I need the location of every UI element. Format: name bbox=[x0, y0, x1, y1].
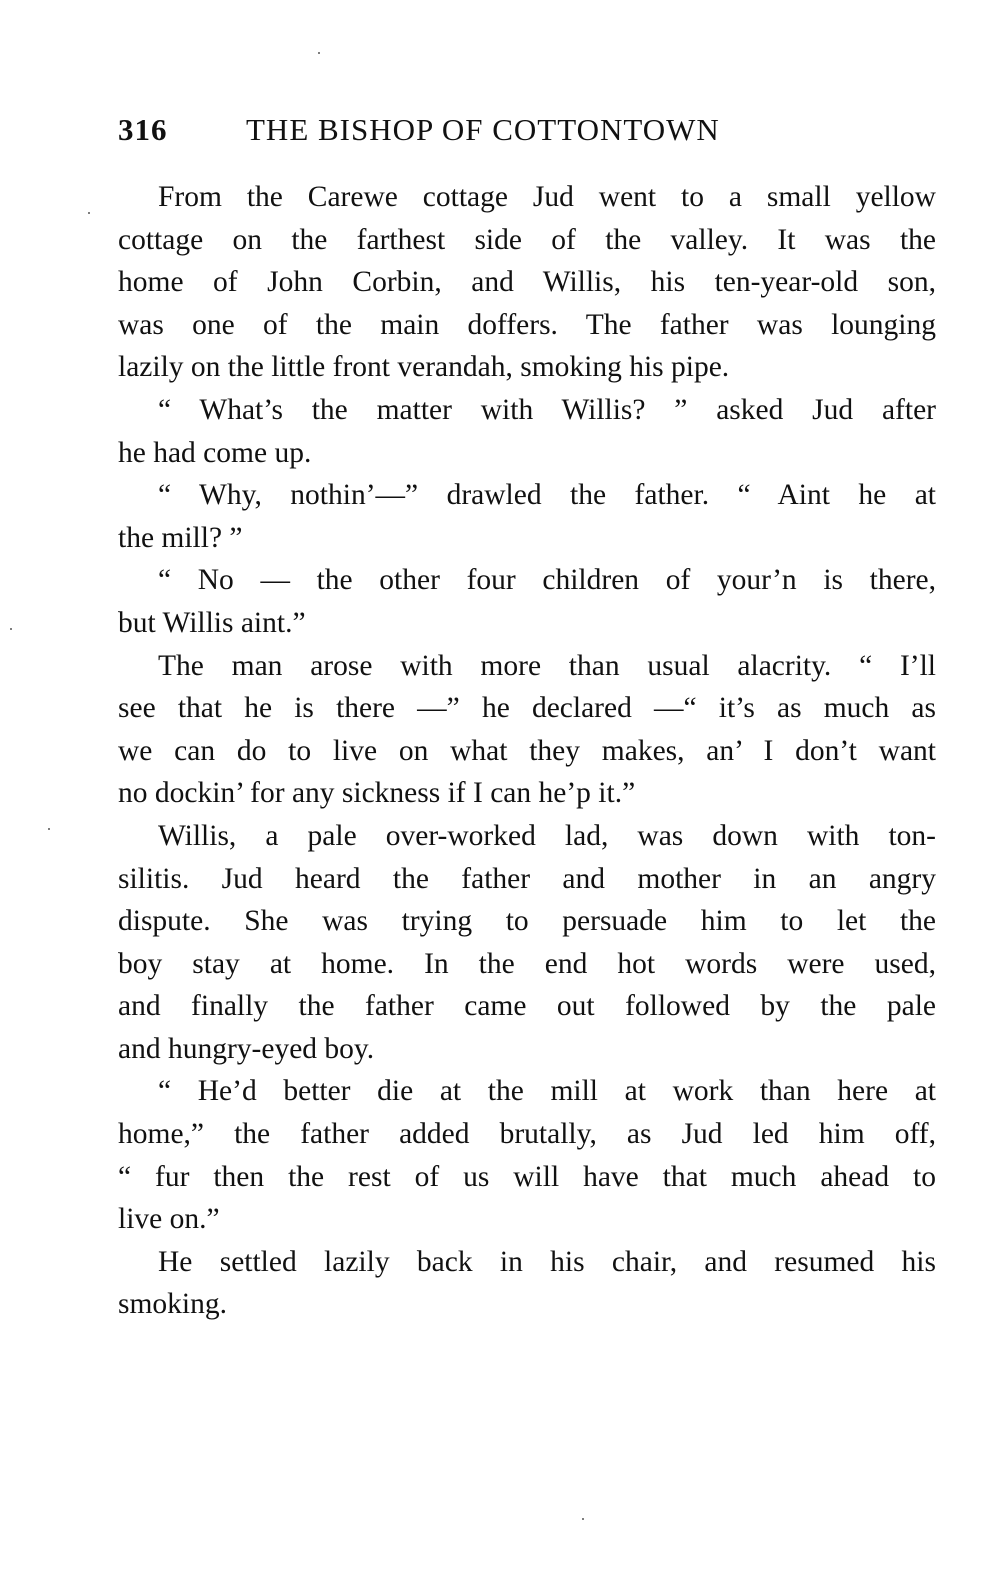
text-line: and hungry-eyed boy. bbox=[118, 1032, 375, 1065]
text-line: was one of the main doffers. The father was lounging bbox=[118, 308, 936, 341]
scan-speck bbox=[48, 828, 50, 830]
text-line: The man arose with more than usual alacrity. “ I’ll bbox=[158, 649, 936, 682]
text-line: no dockin’ for any sickness if I can he’p it.” bbox=[118, 777, 636, 810]
scan-speck bbox=[10, 628, 12, 630]
text-line: “ What’s the matter with Willis? ” asked Jud after bbox=[158, 393, 936, 426]
page-header bbox=[118, 112, 938, 162]
text-line: smoking. bbox=[118, 1288, 227, 1321]
text-line: Willis, a pale over-worked lad, was down with ton- bbox=[158, 819, 936, 852]
text-line: “ Why, nothin’—” drawled the father. “ Aint he at bbox=[158, 479, 936, 512]
text-line: home,” the father added brutally, as Jud led him off, bbox=[118, 1118, 936, 1151]
text-line: silitis. Jud heard the father and mother in an angry bbox=[118, 862, 936, 895]
text-line: see that he is there —” he declared —“ it’s as much as bbox=[118, 692, 936, 725]
body-text bbox=[118, 176, 936, 1326]
running-title: THE BISHOP OF COTTONTOWN bbox=[246, 112, 720, 147]
scan-speck bbox=[582, 1518, 584, 1520]
text-line: live on.” bbox=[118, 1203, 220, 1236]
text-line: the mill? ” bbox=[118, 521, 243, 554]
scan-speck bbox=[88, 212, 90, 214]
text-line: He settled lazily back in his chair, and resumed his bbox=[158, 1245, 936, 1278]
text-line: we can do to live on what they makes, an’ I don’t want bbox=[118, 734, 936, 767]
text-line: lazily on the little front verandah, smoking his pipe. bbox=[118, 351, 730, 384]
text-line: cottage on the farthest side of the valley. It was the bbox=[118, 223, 936, 256]
text-line: home of John Corbin, and Willis, his ten-year-old son, bbox=[118, 266, 936, 299]
text-line: he had come up. bbox=[118, 436, 312, 469]
scan-speck bbox=[318, 52, 320, 54]
text-line: dispute. She was trying to persuade him to let the bbox=[118, 905, 936, 938]
text-line: and finally the father came out followed by the pale bbox=[118, 990, 936, 1023]
page-number: 316 bbox=[118, 112, 168, 147]
text-line: boy stay at home. In the end hot words were used, bbox=[118, 947, 936, 980]
text-line: but Willis aint.” bbox=[118, 606, 306, 639]
text-line: “ No — the other four children of your’n is there, bbox=[158, 564, 936, 597]
text-line: “ fur then the rest of us will have that much ahead to bbox=[118, 1160, 936, 1193]
text-line: From the Carewe cottage Jud went to a small yellow bbox=[158, 181, 936, 213]
text-line: “ He’d better die at the mill at work than here at bbox=[158, 1075, 936, 1108]
